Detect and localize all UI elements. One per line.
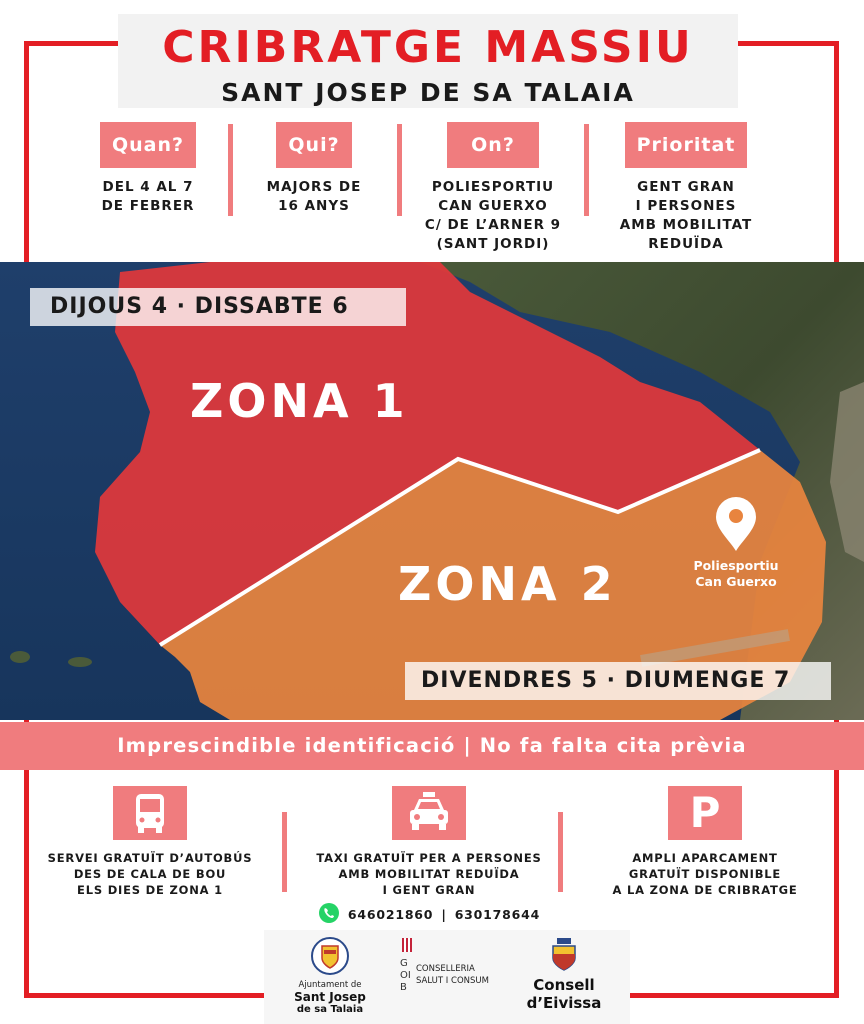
phone-number-1: 646021860 <box>347 907 434 922</box>
ajuntament-line1: Ajuntament de <box>298 980 362 990</box>
ajuntament-line2: Sant Josep <box>294 990 366 1004</box>
islet <box>10 651 30 663</box>
consell-shield-icon <box>547 936 581 972</box>
zone1-days: DIJOUS 4 · DISSABTE 6 <box>30 288 406 326</box>
requirements-banner: Imprescindible identificació | No fa falta cita prèvia <box>0 722 864 770</box>
conselleria-line1: CONSELLERIA <box>416 964 475 974</box>
info-priority-label: Prioritat <box>625 122 748 168</box>
service-parking-text: AMPLI APARCAMENT GRATUÏT DISPONIBLE A LA ZONA DE CRIBRATGE <box>612 851 798 897</box>
zone1-label: ZONA 1 <box>190 374 409 428</box>
taxi-icon <box>392 786 466 840</box>
service-separator <box>558 812 563 892</box>
consell-logo <box>510 936 618 1012</box>
frame-bottom-left <box>24 993 264 998</box>
sponsor-logos <box>264 930 630 1024</box>
phone-number-2: 630178644 <box>454 907 541 922</box>
zone-map <box>0 262 864 720</box>
info-priority <box>602 122 770 254</box>
consell-line1: Consell <box>533 976 595 994</box>
info-separator <box>397 124 402 216</box>
goib-flag-icon <box>402 938 412 952</box>
pin-label: Poliesportiu Can Guerxo <box>693 558 779 589</box>
conselleria-line2: SALUT I CONSUM <box>416 976 489 986</box>
info-when-text: DEL 4 AL 7 DE FEBRER <box>101 179 195 214</box>
info-when <box>78 122 218 216</box>
info-when-label: Quan? <box>100 122 196 168</box>
service-parking <box>592 786 818 898</box>
service-bus <box>34 786 266 898</box>
info-priority-text: GENT GRAN I PERSONES AMB MOBILITAT REDUÏDA <box>619 179 753 252</box>
service-taxi-text: TAXI GRATUÏT PER A PERSONES AMB MOBILITAT REDUÏDA I GENT GRAN <box>316 851 542 897</box>
info-separator <box>228 124 233 216</box>
phone-separator: | <box>441 907 447 922</box>
islet <box>68 657 92 667</box>
map-graphic <box>0 262 864 720</box>
parking-icon <box>668 786 742 840</box>
info-separator <box>584 124 589 216</box>
service-separator <box>282 812 287 892</box>
ajuntament-line3: de sa Talaia <box>296 1004 364 1015</box>
info-who <box>244 122 384 216</box>
info-where-text: POLIESPORTIU CAN GUERXO C/ DE L’ARNER 9 (SANT JORDI) <box>424 179 562 252</box>
goib-text: GOIB <box>400 958 411 993</box>
frame-bottom-right <box>630 993 839 998</box>
page-subtitle: SANT JOSEP DE SA TALAIA <box>221 78 635 107</box>
ajuntament-logo <box>278 936 382 1015</box>
frame-top-left <box>24 41 124 46</box>
service-taxi <box>304 786 554 927</box>
info-who-label: Qui? <box>276 122 351 168</box>
title-box <box>118 14 738 108</box>
info-where-label: On? <box>447 122 539 168</box>
consell-line2: d’Eivissa <box>526 994 602 1012</box>
whatsapp-icon <box>318 902 340 927</box>
taxi-phones <box>304 902 554 927</box>
ajuntament-shield-icon <box>310 936 350 976</box>
parking-letter: P <box>689 788 721 837</box>
goib-logo <box>396 936 496 1020</box>
frame-top-right <box>738 41 839 46</box>
info-who-text: MAJORS DE 16 ANYS <box>266 179 362 214</box>
info-where <box>412 122 574 254</box>
zone2-label: ZONA 2 <box>398 557 617 611</box>
bus-icon <box>113 786 187 840</box>
service-bus-text: SERVEI GRATUÏT D’AUTOBÚS DES DE CALA DE BOU ELS DIES DE ZONA 1 <box>47 851 253 897</box>
zone2-days: DIVENDRES 5 · DIUMENGE 7 <box>405 662 831 700</box>
page-title: CRIBRATGE MASSIU <box>162 22 694 73</box>
